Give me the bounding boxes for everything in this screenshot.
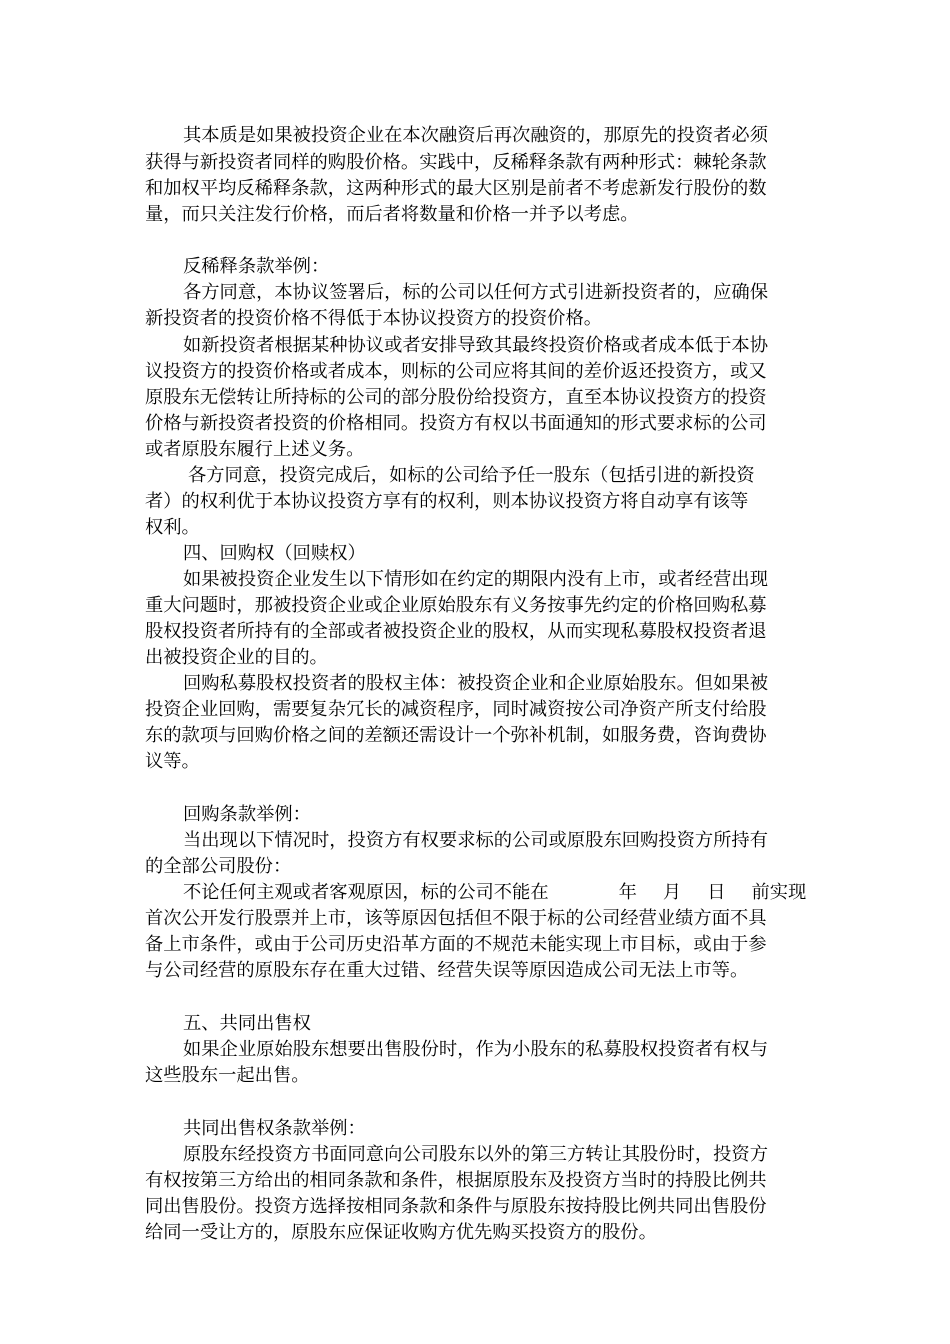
paragraph-line: 有权按第三方给出的相同条款和条件，根据原股东及投资方当时的持股比例共 — [145, 1170, 767, 1191]
paragraph-line: 或者原股东履行上述义务。 — [145, 439, 365, 460]
paragraph-line: 回购私募股权投资者的股权主体：被投资企业和企业原始股东。但如果被 — [183, 673, 768, 694]
paragraph-line: 价格与新投资者投资的价格相同。投资方有权以书面通知的形式要求标的公司 — [145, 413, 767, 434]
paragraph-line-with-date-blank — [183, 880, 806, 906]
year-label: 年 — [618, 882, 637, 903]
paragraph-line: 投资企业回购，需要复杂冗长的减资程序，同时减资按公司净资产所支付给股 — [145, 699, 767, 720]
paragraph-text: 不论任何主观或者客观原因，标的公司不能在 — [183, 882, 549, 903]
paragraph-line: 议等。 — [145, 751, 200, 772]
paragraph-line: 重大问题时，那被投资企业或企业原始股东有义务按事先约定的价格回购私募 — [145, 595, 767, 616]
section-heading: 四、回购权（回赎权） — [183, 543, 366, 564]
paragraph-line: 如新投资者根据某种协议或者安排导致其最终投资价格或者成本低于本协 — [183, 335, 768, 356]
paragraph-line: 权利。 — [145, 517, 200, 538]
example-heading: 反稀释条款举例： — [183, 256, 330, 277]
paragraph-line: 新投资者的投资价格不得低于本协议投资方的投资价格。 — [145, 308, 603, 329]
paragraph-line: 给同一受让方的，原股东应保证收购方优先购买投资方的股份。 — [145, 1222, 657, 1243]
paragraph-text: 前实现 — [751, 882, 807, 903]
paragraph-line: 议投资方的投资价格或者成本，则标的公司应将其间的差价返还投资方，或又 — [145, 361, 767, 382]
paragraph-line: 者）的权利优于本协议投资方享有的权利，则本协议投资方将自动享有该等 — [145, 491, 749, 512]
paragraph-line: 备上市条件，或由于公司历史沿革方面的不规范未能实现上市目标，或由于参 — [145, 934, 767, 955]
paragraph-line: 其本质是如果被投资企业在本次融资后再次融资的，那原先的投资者必须 — [183, 125, 768, 146]
paragraph-line: 同出售股份。投资方选择按相同条款和条件与原股东按持股比例共同出售股份 — [145, 1196, 767, 1217]
paragraph-line: 各方同意，投资完成后，如标的公司给予任一股东（包括引进的新投资 — [188, 465, 755, 486]
paragraph-line: 股权投资者所持有的全部或者被投资企业的股权，从而实现私募股权投资者退 — [145, 621, 767, 642]
section-heading: 五、共同出售权 — [183, 1013, 311, 1034]
paragraph-line: 当出现以下情况时，投资方有权要求标的公司或原股东回购投资方所持有 — [183, 830, 768, 851]
paragraph-line: 如果被投资企业发生以下情形如在约定的期限内没有上市，或者经营出现 — [183, 569, 768, 590]
example-heading: 共同出售权条款举例： — [183, 1118, 366, 1139]
paragraph-line: 出被投资企业的目的。 — [145, 647, 328, 668]
paragraph-line: 东的款项与回购价格之间的差额还需设计一个弥补机制，如服务费，咨询费协 — [145, 725, 767, 746]
paragraph-line: 首次公开发行股票并上市，该等原因包括但不限于标的公司经营业绩方面不具 — [145, 908, 767, 929]
month-label: 月 — [662, 882, 682, 903]
paragraph-line: 量，而只关注发行价格，而后者将数量和价格一并予以考虑。 — [145, 204, 639, 225]
paragraph-line: 如果企业原始股东想要出售股份时，作为小股东的私募股权投资者有权与 — [183, 1039, 768, 1060]
paragraph-line: 这些股东一起出售。 — [145, 1065, 310, 1086]
day-label: 日 — [707, 882, 726, 903]
paragraph-line: 的全部公司股份： — [145, 856, 292, 877]
paragraph-line: 原股东无偿转让所持标的公司的部分股份给投资方，直至本协议投资方的投资 — [145, 387, 767, 408]
paragraph-line: 各方同意，本协议签署后，标的公司以任何方式引进新投资者的，应确保 — [183, 282, 768, 303]
example-heading: 回购条款举例： — [183, 804, 311, 825]
paragraph-line: 获得与新投资者同样的购股价格。实践中，反稀释条款有两种形式：棘轮条款 — [145, 152, 767, 173]
paragraph-line: 与公司经营的原股东存在重大过错、经营失误等原因造成公司无法上市等。 — [145, 960, 749, 981]
paragraph-line: 和加权平均反稀释条款，这两种形式的最大区别是前者不考虑新发行股份的数 — [145, 178, 767, 199]
paragraph-line: 原股东经投资方书面同意向公司股东以外的第三方转让其股份时，投资方 — [183, 1144, 768, 1165]
